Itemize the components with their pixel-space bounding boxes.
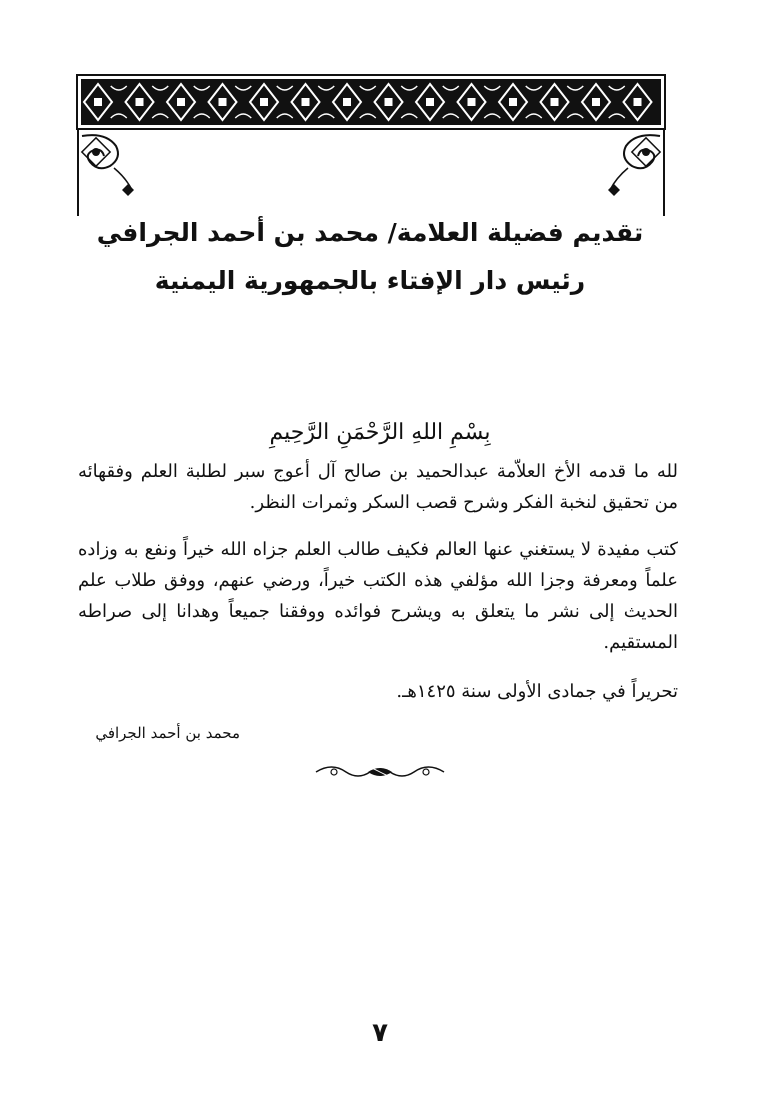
ornamental-border-band [76,74,666,130]
ornament-square [592,98,600,106]
ornament-square [219,98,227,106]
ornament-square [551,98,559,106]
date-line: تحريراً في جمادى الأولى سنة ١٤٢٥هـ. [396,681,678,702]
ornament-square [509,98,517,106]
ornament-square [302,98,310,106]
signature: محمد بن أحمد الجرافي [95,724,240,742]
body-paragraph-1: لله ما قدمه الأخ العلاّمة عبدالحميد بن صالح آل أعوج سبر لطلبة العلم وفقهائه من تحقيق لنخبة الفكر وشرح قصب السكر وثمرات النظر. [78,461,678,513]
body-paragraph-2: كتب مفيدة لا يستغني عنها العالم فكيف طالب العلم جزاه الله خيراً ونفع به وزاده علماً ومعرفة وجزا الله مؤلفي هذه الكتب خيراً، ورضي عنهم، ووفق طلاب علم الحديث إلى نشر ما يتعلق به ويشرح فوائده ووفقنا جميعاً وهدانا إلى صراطه المستقيم. [78,539,678,653]
ornament-square [343,98,351,106]
ornament-square [136,98,144,106]
ornament-square [634,98,642,106]
page-title: تقديم فضيلة العلامة/ محمد بن أحمد الجرافي [96,218,644,247]
page-number: ٧ [372,1018,388,1048]
ornament-square [177,98,185,106]
ornament-square [94,98,102,106]
ornament-square [260,98,268,106]
ornament-square [426,98,434,106]
ornament-square [468,98,476,106]
right-corner-ornament [586,128,666,218]
basmala-calligraphy: بِسْمِ اللهِ الرَّحْمَنِ الرَّحِيمِ [269,420,491,445]
decorative-divider [312,760,448,784]
page-subtitle: رئيس دار الإفتاء بالجمهورية اليمنية [154,266,586,295]
ornament-square [385,98,393,106]
left-corner-ornament [76,128,156,218]
